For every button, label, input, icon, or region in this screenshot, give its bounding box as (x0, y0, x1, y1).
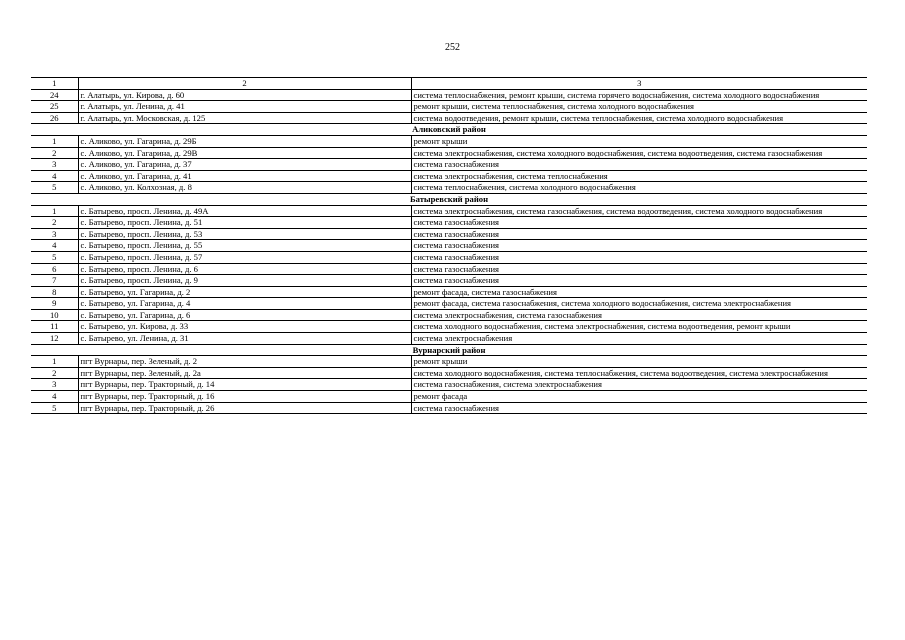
row-number: 3 (31, 159, 78, 171)
row-address: с. Аликово, ул. Гагарина, д. 29В (78, 147, 411, 159)
row-works: система газоснабжения (411, 217, 867, 229)
table-row (31, 205, 867, 217)
row-address: с. Батырево, ул. Гагарина, д. 4 (78, 298, 411, 310)
row-address: пгт Вурнары, пер. Тракторный, д. 14 (78, 379, 411, 391)
row-number: 3 (31, 228, 78, 240)
table-row (31, 391, 867, 403)
table-row (31, 402, 867, 414)
row-works: система холодного водоснабжения, система электроснабжения, система водоотведения, ремонт крыши (411, 321, 867, 333)
row-number: 1 (31, 205, 78, 217)
row-works: система газоснабжения (411, 263, 867, 275)
row-address: с. Батырево, просп. Ленина, д. 57 (78, 251, 411, 263)
row-address: с. Батырево, ул. Гагарина, д. 2 (78, 286, 411, 298)
row-number: 6 (31, 263, 78, 275)
table-row (31, 101, 867, 113)
row-address: с. Батырево, ул. Кирова, д. 33 (78, 321, 411, 333)
repair-register-table (31, 77, 867, 414)
row-address: с. Батырево, просп. Ленина, д. 9 (78, 275, 411, 287)
row-works: ремонт крыши (411, 135, 867, 147)
table-row (31, 182, 867, 194)
row-works: система электроснабжения (411, 333, 867, 345)
row-number: 5 (31, 182, 78, 194)
district-heading-row (31, 124, 867, 136)
row-works: система газоснабжения (411, 402, 867, 414)
header-col-3: 3 (411, 78, 867, 90)
row-address: пгт Вурнары, пер. Тракторный, д. 16 (78, 391, 411, 403)
row-works: система газоснабжения (411, 228, 867, 240)
row-address: с. Батырево, просп. Ленина, д. 6 (78, 263, 411, 275)
header-col-1: 1 (31, 78, 78, 90)
row-address: с. Батырево, просп. Ленина, д. 55 (78, 240, 411, 252)
row-works: система холодного водоснабжения, система теплоснабжения, система водоотведения, система электроснабжения (411, 367, 867, 379)
row-number: 5 (31, 402, 78, 414)
row-number: 8 (31, 286, 78, 298)
row-number: 26 (31, 112, 78, 124)
row-works: ремонт крыши (411, 356, 867, 368)
row-number: 2 (31, 217, 78, 229)
row-number: 9 (31, 298, 78, 310)
table-row (31, 112, 867, 124)
row-address: с. Батырево, ул. Гагарина, д. 6 (78, 309, 411, 321)
page-number: 252 (445, 42, 460, 53)
row-works: система газоснабжения (411, 159, 867, 171)
row-address: с. Аликово, ул. Гагарина, д. 29Б (78, 135, 411, 147)
table-header-row (31, 78, 867, 90)
row-number: 1 (31, 135, 78, 147)
district-name: Вурнарский район (31, 344, 867, 356)
row-number: 11 (31, 321, 78, 333)
row-works: система водоотведения, ремонт крыши, система теплоснабжения, система холодного водоснабжения (411, 112, 867, 124)
table-row (31, 240, 867, 252)
table-row (31, 379, 867, 391)
table-row (31, 89, 867, 101)
table-row (31, 147, 867, 159)
row-works: система газоснабжения (411, 275, 867, 287)
table-body (31, 78, 867, 414)
row-works: система электроснабжения, система холодного водоснабжения, система водоотведения, система газоснабжения (411, 147, 867, 159)
row-number: 5 (31, 251, 78, 263)
table-row (31, 228, 867, 240)
row-address: г. Алатырь, ул. Ленина, д. 41 (78, 101, 411, 113)
row-number: 4 (31, 170, 78, 182)
table-row (31, 367, 867, 379)
row-address: с. Батырево, просп. Ленина, д. 51 (78, 217, 411, 229)
table-row (31, 159, 867, 171)
table-row (31, 251, 867, 263)
row-address: пгт Вурнары, пер. Зеленый, д. 2а (78, 367, 411, 379)
table-row (31, 263, 867, 275)
district-heading-row (31, 193, 867, 205)
row-address: с. Батырево, ул. Ленина, д. 31 (78, 333, 411, 345)
row-works: ремонт фасада, система газоснабжения, система холодного водоснабжения, система электроснабжения (411, 298, 867, 310)
row-number: 3 (31, 379, 78, 391)
row-number: 2 (31, 367, 78, 379)
table-row (31, 135, 867, 147)
row-number: 12 (31, 333, 78, 345)
row-number: 25 (31, 101, 78, 113)
table-row (31, 356, 867, 368)
table-row (31, 298, 867, 310)
table-row (31, 275, 867, 287)
table-row (31, 321, 867, 333)
table-row (31, 309, 867, 321)
row-works: система электроснабжения, система теплоснабжения (411, 170, 867, 182)
row-address: с. Батырево, просп. Ленина, д. 53 (78, 228, 411, 240)
row-works: система теплоснабжения, система холодного водоснабжения (411, 182, 867, 194)
row-works: ремонт фасада, система газоснабжения (411, 286, 867, 298)
row-address: с. Аликово, ул. Гагарина, д. 37 (78, 159, 411, 171)
row-works: система теплоснабжения, ремонт крыши, система горячего водоснабжения, система холодного водоснабжения (411, 89, 867, 101)
table-row (31, 333, 867, 345)
row-works: система газоснабжения (411, 240, 867, 252)
row-address: пгт Вурнары, пер. Зеленый, д. 2 (78, 356, 411, 368)
row-works: система газоснабжения (411, 251, 867, 263)
row-address: с. Аликово, ул. Колхозная, д. 8 (78, 182, 411, 194)
row-works: система электроснабжения, система газоснабжения (411, 309, 867, 321)
table-row (31, 170, 867, 182)
row-works: ремонт крыши, система теплоснабжения, система холодного водоснабжения (411, 101, 867, 113)
row-address: с. Батырево, просп. Ленина, д. 49А (78, 205, 411, 217)
row-address: г. Алатырь, ул. Московская, д. 125 (78, 112, 411, 124)
row-address: пгт Вурнары, пер. Тракторный, д. 26 (78, 402, 411, 414)
row-number: 4 (31, 391, 78, 403)
row-works: ремонт фасада (411, 391, 867, 403)
district-heading-row (31, 344, 867, 356)
row-address: с. Аликово, ул. Гагарина, д. 41 (78, 170, 411, 182)
header-col-2: 2 (78, 78, 411, 90)
row-number: 24 (31, 89, 78, 101)
row-address: г. Алатырь, ул. Кирова, д. 60 (78, 89, 411, 101)
row-number: 4 (31, 240, 78, 252)
row-number: 7 (31, 275, 78, 287)
row-works: система электроснабжения, система газоснабжения, система водоотведения, система холодного водоснабжения (411, 205, 867, 217)
row-number: 1 (31, 356, 78, 368)
district-name: Аликовский район (31, 124, 867, 136)
table-row (31, 217, 867, 229)
district-name: Батыревский район (31, 193, 867, 205)
row-number: 10 (31, 309, 78, 321)
row-works: система газоснабжения, система электроснабжения (411, 379, 867, 391)
table-row (31, 286, 867, 298)
row-number: 2 (31, 147, 78, 159)
